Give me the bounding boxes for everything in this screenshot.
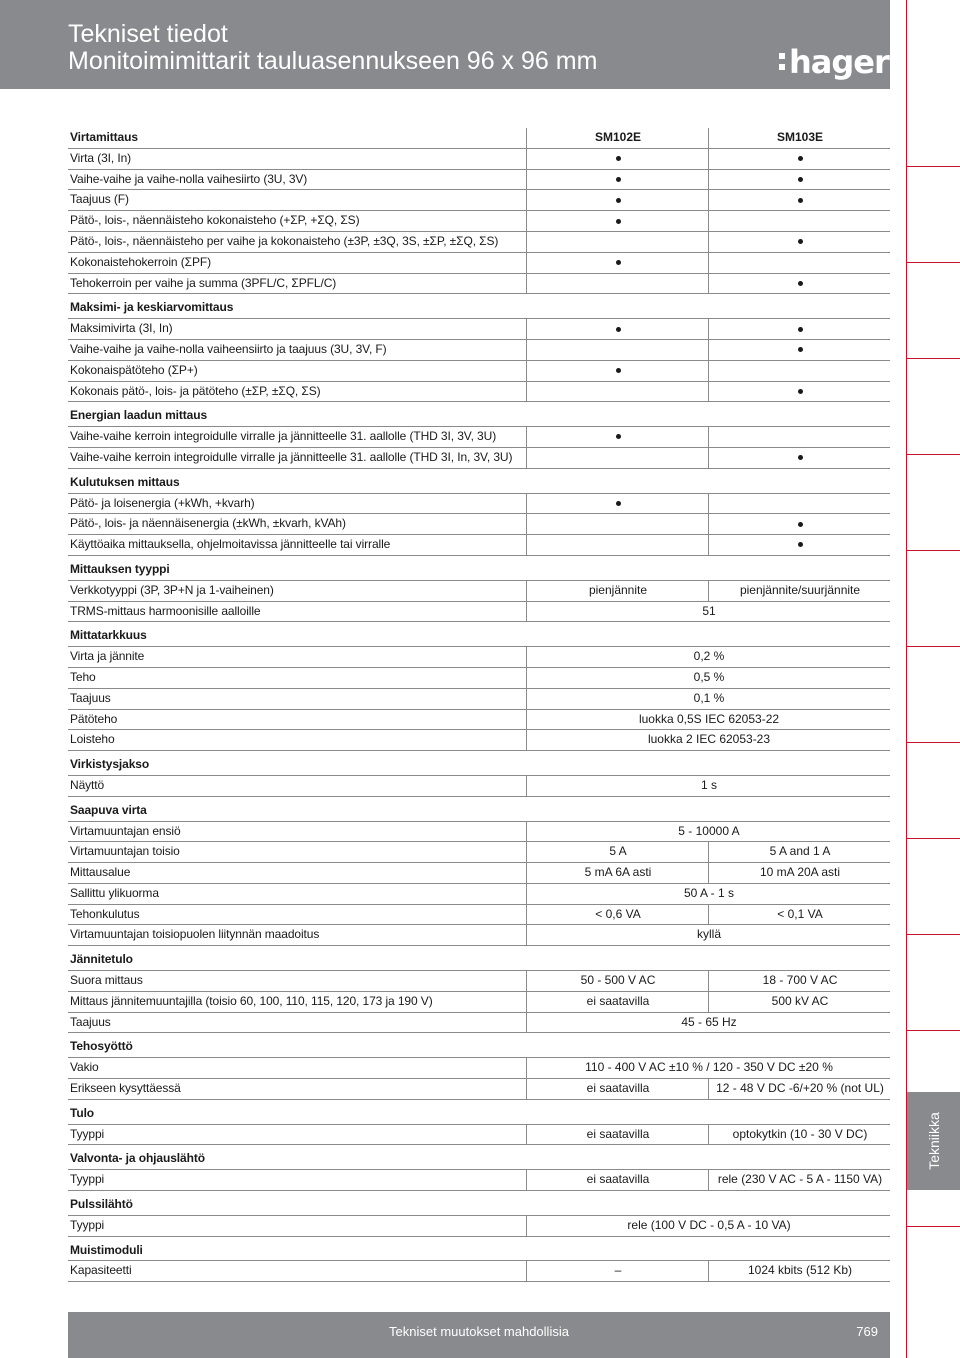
table-row	[68, 427, 890, 448]
row-label: Virta (3I, In)	[70, 150, 132, 165]
spec-table	[68, 128, 890, 1282]
row-label: Suora mittaus	[70, 973, 143, 988]
row-label: Vakio	[70, 1060, 99, 1075]
table-row	[68, 647, 890, 668]
row-value: luokka 2 IEC 62053-23	[526, 730, 891, 750]
section-header	[68, 626, 890, 647]
row-label: Pätö- ja loisenergia (+kWh, +kvarh)	[70, 495, 255, 510]
table-row	[68, 971, 890, 992]
row-value-sm103e: 10 mA 20A asti	[708, 863, 891, 883]
bullet-dot-icon	[526, 427, 709, 447]
bullet-dot-icon	[708, 170, 891, 190]
table-row	[68, 514, 890, 535]
row-label: Vaihe-vaihe ja vaihe-nolla vaihesiirto (3U, 3V)	[70, 171, 308, 186]
row-value: 0,5 %	[526, 668, 891, 688]
row-label: Tyyppi	[70, 1172, 105, 1187]
row-value-sm102e: –	[526, 1261, 709, 1281]
table-row	[68, 710, 890, 731]
empty-cell	[708, 361, 891, 381]
empty-cell	[708, 427, 891, 447]
section-header	[68, 1195, 890, 1216]
hager-logo	[778, 44, 889, 80]
empty-cell	[526, 535, 709, 555]
empty-cell	[708, 211, 891, 231]
table-row	[68, 494, 890, 515]
side-tick	[906, 742, 960, 743]
side-tick	[906, 838, 960, 839]
bullet-dot-icon	[526, 361, 709, 381]
row-value-sm102e: pienjännite	[526, 581, 709, 601]
table-row	[68, 776, 890, 797]
bullet-dot-icon	[526, 170, 709, 190]
bullet-dot-icon	[526, 211, 709, 231]
row-label: Sallittu ylikuorma	[70, 885, 159, 900]
side-tab[interactable]	[907, 1092, 960, 1190]
column-header-sm102e: SM102E	[526, 128, 709, 148]
section-header	[68, 406, 890, 427]
row-label: Virta ja jännite	[70, 649, 145, 664]
table-row	[68, 361, 890, 382]
row-value-sm102e: 5 mA 6A asti	[526, 863, 709, 883]
section-header	[68, 473, 890, 494]
bullet-dot-icon	[708, 190, 891, 210]
section-header	[68, 801, 890, 822]
empty-cell	[526, 340, 709, 360]
page-title: Tekniset tiedot	[68, 20, 228, 48]
section-header	[68, 950, 890, 971]
row-label: Taajuus	[70, 1014, 111, 1029]
section-title: Mittatarkkuus	[70, 628, 147, 643]
logo-text: hager	[789, 43, 889, 81]
row-value: 0,2 %	[526, 647, 891, 667]
section-header	[68, 1104, 890, 1125]
section-header	[68, 298, 890, 319]
section-title: Tulo	[70, 1105, 95, 1120]
row-label: Taajuus (F)	[70, 192, 129, 207]
row-label: Pätö-, lois-, näennäisteho kokonaisteho (+ΣP, +ΣQ, ΣS)	[70, 213, 360, 228]
side-tick	[906, 646, 960, 647]
row-label: Virtamuuntajan toisiopuolen liitynnän maadoitus	[70, 927, 320, 942]
table-row	[68, 822, 890, 843]
row-label: Teho	[70, 669, 96, 684]
row-value-sm102e: < 0,6 VA	[526, 905, 709, 925]
row-label: Verkkotyyppi (3P, 3P+N ja 1-vaiheinen)	[70, 582, 274, 597]
row-value-sm103e: 18 - 700 V AC	[708, 971, 891, 991]
bullet-dot-icon	[526, 319, 709, 339]
bullet-dot-icon	[708, 514, 891, 534]
empty-cell	[708, 494, 891, 514]
row-value-sm102e: ei saatavilla	[526, 1125, 709, 1145]
table-row	[68, 253, 890, 274]
bullet-dot-icon	[708, 340, 891, 360]
table-row	[68, 448, 890, 469]
bullet-dot-icon	[526, 149, 709, 169]
page-subtitle: Monitoimimittarit tauluasennukseen 96 x 96 mm	[68, 47, 598, 75]
row-label: Pätöteho	[70, 711, 118, 726]
row-value-sm103e: optokytkin (10 - 30 V DC)	[708, 1125, 891, 1145]
bullet-dot-icon	[708, 448, 891, 468]
row-value-sm102e: ei saatavilla	[526, 992, 709, 1012]
row-value-sm103e: < 0,1 VA	[708, 905, 891, 925]
section-title: Mittauksen tyyppi	[70, 561, 170, 576]
row-label: TRMS-mittaus harmoonisille aalloille	[70, 603, 261, 618]
empty-cell	[526, 514, 709, 534]
section-header	[68, 560, 890, 581]
section-header	[68, 1037, 890, 1058]
row-label: Kokonais pätö-, lois- ja pätöteho (±ΣP, ±ΣQ, ΣS)	[70, 383, 321, 398]
row-label: Mittaus jännitemuuntajilla (toisio 60, 100, 110, 115, 120, 173 ja 190 V)	[70, 993, 433, 1008]
section-title: Virkistysjakso	[70, 757, 150, 772]
section-title: Kulutuksen mittaus	[70, 474, 180, 489]
bullet-dot-icon	[708, 149, 891, 169]
side-tick	[906, 454, 960, 455]
table-row	[68, 535, 890, 556]
row-label: Vaihe-vaihe ja vaihe-nolla vaiheensiirto ja taajuus (3U, 3V, F)	[70, 341, 387, 356]
table-row	[68, 602, 890, 623]
table-row	[68, 1216, 890, 1237]
page-footer	[68, 1312, 890, 1358]
table-row	[68, 884, 890, 905]
side-tick	[906, 550, 960, 551]
row-value-sm102e: ei saatavilla	[526, 1079, 709, 1099]
bullet-dot-icon	[526, 190, 709, 210]
table-row	[68, 211, 890, 232]
row-value: 45 - 65 Hz	[526, 1013, 891, 1033]
row-value: 50 A - 1 s	[526, 884, 891, 904]
row-label: Tehonkulutus	[70, 906, 140, 921]
row-label: Vaihe-vaihe kerroin integroidulle virralle ja jännitteelle 31. aallolle (THD 3I, In, 3V, 3U)	[70, 449, 513, 464]
row-value-sm103e: 12 - 48 V DC -6/+20 % (not UL)	[708, 1079, 891, 1099]
row-value-sm103e: 500 kV AC	[708, 992, 891, 1012]
section-title: Valvonta- ja ohjauslähtö	[70, 1151, 205, 1166]
footer-note: Tekniset muutokset mahdollisia	[389, 1324, 569, 1339]
section-title: Saapuva virta	[70, 802, 147, 817]
table-row	[68, 925, 890, 946]
table-row	[68, 689, 890, 710]
row-label: Erikseen kysyttäessä	[70, 1081, 181, 1096]
table-row	[68, 232, 890, 253]
table-row	[68, 1261, 890, 1282]
table-row	[68, 905, 890, 926]
row-label: Pätö-, lois-, näennäisteho per vaihe ja kokonaisteho (±3P, ±3Q, 3S, ±ΣP, ±ΣQ, ΣS)	[70, 233, 499, 248]
bullet-dot-icon	[708, 232, 891, 252]
section-title: Tehosyöttö	[70, 1039, 133, 1054]
row-label: Vaihe-vaihe kerroin integroidulle virralle ja jännitteelle 31. aallolle (THD 3I, 3V, 3U)	[70, 429, 497, 444]
row-value-sm102e: 5 A	[526, 842, 709, 862]
row-label: Näyttö	[70, 777, 105, 792]
bullet-dot-icon	[708, 382, 891, 402]
row-value: 1 s	[526, 776, 891, 796]
row-label: Pätö-, lois- ja näennäisenergia (±kWh, ±kvarh, kVAh)	[70, 516, 346, 531]
row-label: Käyttöaika mittauksella, ohjelmoitavissa jännitteelle tai virralle	[70, 537, 391, 552]
row-value-sm103e: rele (230 V AC - 5 A - 1150 VA)	[708, 1170, 891, 1190]
row-label: Kokonaistehokerroin (ΣPF)	[70, 254, 211, 269]
row-value-sm103e: 5 A and 1 A	[708, 842, 891, 862]
bullet-dot-icon	[708, 535, 891, 555]
side-tick	[906, 166, 960, 167]
table-row	[68, 1013, 890, 1034]
side-tick	[906, 1030, 960, 1031]
table-row	[68, 1125, 890, 1146]
section-header	[68, 1149, 890, 1170]
empty-cell	[526, 274, 709, 294]
row-value-sm103e: 1024 kbits (512 Kb)	[708, 1261, 891, 1281]
side-tick	[906, 1226, 960, 1227]
row-value: kyllä	[526, 925, 891, 945]
row-label: Tyyppi	[70, 1126, 105, 1141]
row-value: 110 - 400 V AC ±10 % / 120 - 350 V DC ±20 %	[526, 1058, 891, 1078]
page-header	[0, 0, 890, 89]
table-row	[68, 863, 890, 884]
table-row	[68, 190, 890, 211]
row-label: Taajuus	[70, 690, 111, 705]
bullet-dot-icon	[526, 253, 709, 273]
table-row	[68, 842, 890, 863]
table-row	[68, 668, 890, 689]
table-row	[68, 1079, 890, 1100]
row-label: Maksimivirta (3I, In)	[70, 321, 173, 336]
empty-cell	[526, 448, 709, 468]
logo-mark-icon	[778, 51, 787, 73]
row-value: rele (100 V DC - 0,5 A - 10 VA)	[526, 1216, 891, 1236]
empty-cell	[526, 382, 709, 402]
table-row	[68, 730, 890, 751]
section-header	[68, 1241, 890, 1262]
table-row	[68, 170, 890, 191]
section-title: Muistimoduli	[70, 1242, 143, 1257]
section-title: Pulssilähtö	[70, 1197, 133, 1212]
side-tick	[906, 262, 960, 263]
row-label: Tehokerroin per vaihe ja summa (3PFL/C, ΣPFL/C)	[70, 275, 337, 290]
row-label: Mittausalue	[70, 865, 131, 880]
row-label: Kapasiteetti	[70, 1263, 132, 1278]
table-row	[68, 274, 890, 295]
side-tab-label: Tekniikka	[925, 1112, 942, 1170]
section-title: Maksimi- ja keskiarvomittaus	[70, 300, 234, 315]
section-title: Jännitetulo	[70, 952, 133, 967]
row-label: Loisteho	[70, 732, 115, 747]
empty-cell	[526, 232, 709, 252]
bullet-dot-icon	[708, 274, 891, 294]
row-value: 5 - 10000 A	[526, 822, 891, 842]
table-row	[68, 1170, 890, 1191]
bullet-dot-icon	[526, 494, 709, 514]
table-row	[68, 992, 890, 1013]
row-value: 0,1 %	[526, 689, 891, 709]
side-tick	[906, 934, 960, 935]
section-header	[68, 755, 890, 776]
table-row	[68, 581, 890, 602]
row-value-sm102e: ei saatavilla	[526, 1170, 709, 1190]
bullet-dot-icon	[708, 319, 891, 339]
row-value-sm102e: 50 - 500 V AC	[526, 971, 709, 991]
section-title: Energian laadun mittaus	[70, 408, 208, 423]
section-header	[68, 128, 890, 149]
table-row	[68, 340, 890, 361]
row-value: 51	[526, 602, 891, 622]
table-row	[68, 149, 890, 170]
page-number: 769	[856, 1324, 878, 1339]
section-title: Virtamittaus	[70, 130, 138, 144]
row-value: luokka 0,5S IEC 62053-22	[526, 710, 891, 730]
side-tick	[906, 358, 960, 359]
column-header-sm103e: SM103E	[708, 128, 891, 148]
row-label: Tyyppi	[70, 1217, 105, 1232]
row-label: Virtamuuntajan ensiö	[70, 823, 181, 838]
row-label: Kokonaispätöteho (ΣP+)	[70, 362, 198, 377]
table-row	[68, 1058, 890, 1079]
table-row	[68, 319, 890, 340]
empty-cell	[708, 253, 891, 273]
row-value-sm103e: pienjännite/suurjännite	[708, 581, 891, 601]
table-row	[68, 382, 890, 403]
row-label: Virtamuuntajan toisio	[70, 844, 180, 859]
